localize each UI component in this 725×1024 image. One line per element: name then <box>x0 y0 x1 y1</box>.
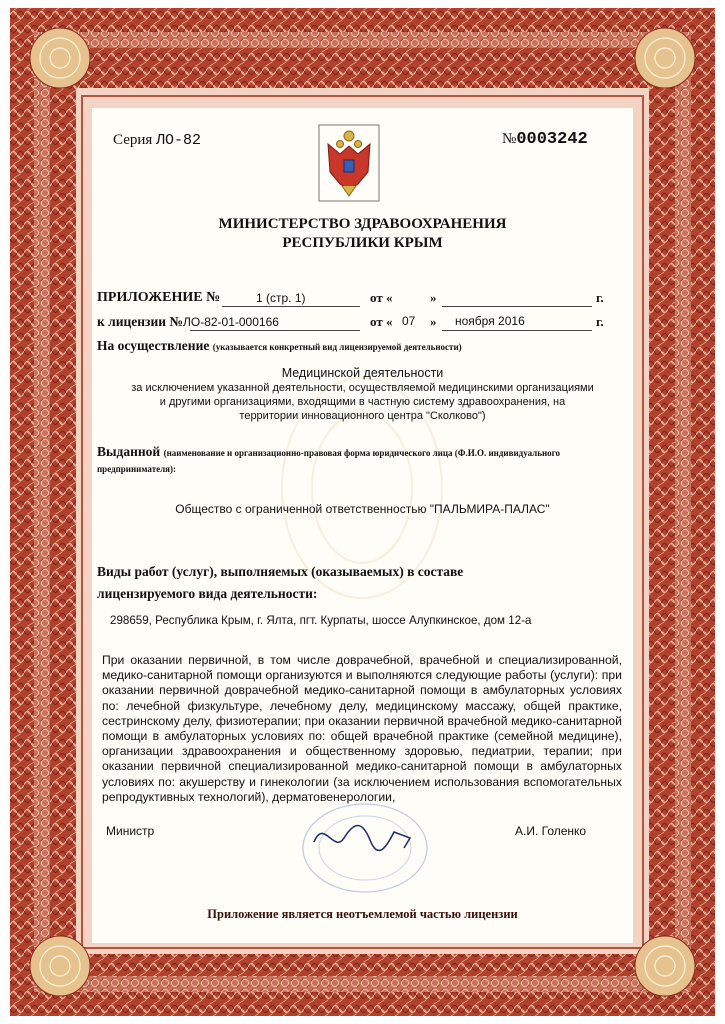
works-address: 298659, Республика Крым, г. Ялта, пгт. Курпаты, шоссе Алупкинское, дом 12-а <box>110 614 532 627</box>
appendix-from-label: от « <box>370 290 393 305</box>
activity-title: Медицинской деятельности <box>281 366 444 380</box>
issued-hint2: предпринимателя): <box>97 464 177 474</box>
issued-organization: Общество с ограниченной ответственностью "ПАЛЬМИРА-ПАЛАС" <box>175 502 550 516</box>
license-value: ЛО-82-01-000166 <box>182 315 279 329</box>
signature-position: Министр <box>106 824 155 838</box>
license-number: №0003242 <box>502 130 588 149</box>
appendix-from-close: » <box>430 290 437 305</box>
license-number-value: 0003242 <box>516 130 588 149</box>
license-day: 07 <box>402 314 416 328</box>
works-description: При оказании первичной, в том числе доврачебной, врачебной и специализированной, медико-санитарной помощи организуются и выполняются следующие работы (услуги): при оказании первичной доврачебной медико-санитарной помощи в амбулаторных условиях по: лечебной физкультуре, лечебному делу, медицинскому массажу, общей практике, сестринскому делу, физиотерапии; при оказании первичной врачебной медико-санитарной помощи в амбулаторных условиях по: общей врачебной практике (семейной медицине), организации здравоохранения и общественному здоровью, педиатрии, терапии; при оказании первичной специализированной медико-санитарной помощи в амбулаторных условиях по: акушерству и гинекологии (за исключением использования вспомогательных репродуктивных технологий), дерматовенерологии, <box>102 653 622 804</box>
series-label: Серия ЛО-82 <box>113 132 202 149</box>
license-year-suffix: г. <box>596 314 604 329</box>
appendix-year-suffix: г. <box>596 290 604 305</box>
activity-hint: (указывается конкретный вид лицензируемой деятельности) <box>212 342 462 352</box>
license-from-label: от « <box>370 314 393 329</box>
signature-icon <box>310 814 430 864</box>
license-label: к лицензии №ЛО-82-01-000166 <box>97 314 279 329</box>
license-from-close: » <box>430 314 437 329</box>
appendix-value: 1 (стр. 1) <box>256 291 306 305</box>
license-month-year: ноября 2016 <box>455 314 525 328</box>
activity-line1: за исключением указанной деятельности, осуществляемой медицинскими организациями <box>131 382 594 394</box>
works-label-line1: Виды работ (услуг), выполняемых (оказываемых) в составе <box>97 564 464 579</box>
works-label-line2: лицензируемого вида деятельности: <box>97 586 318 601</box>
issued-hint1: (наименование и организационно-правовая форма юридического лица (Ф.И.О. индивидуального <box>163 448 561 458</box>
signature-name: А.И. Голенко <box>515 824 587 838</box>
appendix-label: ПРИЛОЖЕНИЕ № <box>97 290 221 305</box>
ministry-line2: РЕСПУБЛИКИ КРЫМ <box>282 235 443 251</box>
footer-note: Приложение является неотъемлемой частью лицензии <box>207 907 518 921</box>
activity-label: На осуществление (указывается конкретный вид лицензируемой деятельности) <box>97 338 462 353</box>
issued-label: Выданной (наименование и организационно-правовая форма юридического лица (Ф.И.О. индивидуального <box>97 444 561 459</box>
ministry-line1: МИНИСТЕРСТВО ЗДРАВООХРАНЕНИЯ <box>218 216 507 232</box>
activity-line3: территории инновационного центра "Сколково") <box>239 410 486 422</box>
coat-of-arms-icon <box>318 124 380 202</box>
activity-line2: и другими организациями, входящими в частную систему здравоохранения, на <box>159 396 566 408</box>
license-appendix-sheet <box>10 8 715 1016</box>
series-value: ЛО-82 <box>156 132 202 149</box>
